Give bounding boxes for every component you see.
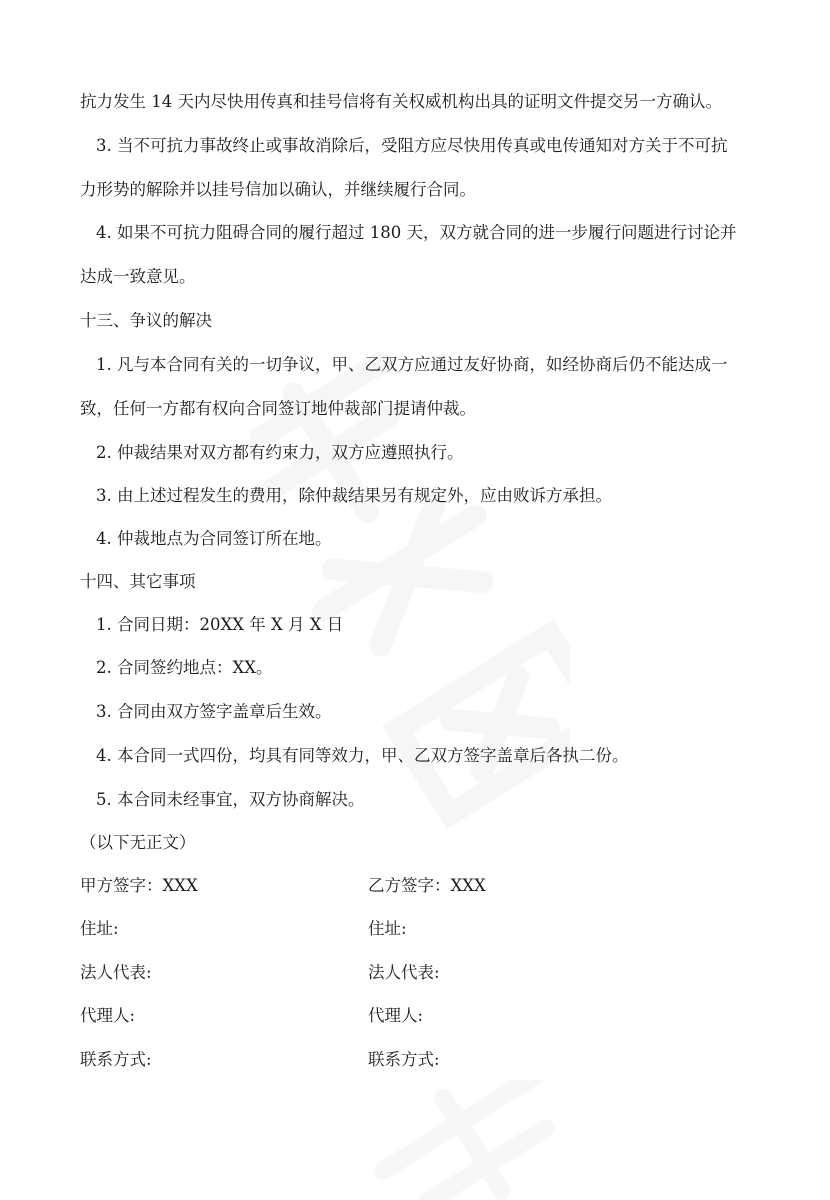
- party-a-agent-label: 代理人:: [80, 1006, 136, 1025]
- party-a-contact-label: 联系方式:: [80, 1050, 152, 1069]
- closing-note: （以下无正文）: [80, 833, 196, 852]
- party-a-signature: 甲方签字：XXX: [80, 876, 198, 895]
- dispute-item-2: 2. 仲裁结果对双方都有约束力，双方应遵照执行。: [96, 443, 464, 462]
- dispute-item-3: 3. 由上述过程发生的费用，除仲裁结果另有规定外，应由败诉方承担。: [96, 486, 612, 505]
- other-item-3: 3. 合同由双方签字盖章后生效。: [96, 702, 332, 721]
- dispute-item-1-line-1: 1. 凡与本合同有关的一切争议，甲、乙双方应通过友好协商，如经协商后仍不能达成一: [96, 355, 728, 374]
- dispute-item-1-line-2: 致，任何一方都有权向合同签订地仲裁部门提请仲裁。: [80, 399, 476, 418]
- watermark-graphic: [250, 300, 570, 860]
- force-majeure-item-3-line-2: 力形势的解除并以挂号信加以确认，并继续履行合同。: [80, 180, 476, 199]
- force-majeure-item-4-line-1: 4. 如果不可抗力阻碍合同的履行超过 180 天，双方就合同的进一步履行问题进行讨论并: [96, 223, 737, 242]
- section-13-heading: 十三、争议的解决: [80, 311, 212, 330]
- party-a-legal-rep-label: 法人代表:: [80, 963, 152, 982]
- party-b-contact-label: 联系方式:: [368, 1050, 440, 1069]
- other-item-5: 5. 本合同未经事宜，双方协商解决。: [96, 790, 365, 809]
- other-item-1: 1. 合同日期：20XX 年 X 月 X 日: [96, 615, 344, 634]
- force-majeure-item-4-line-2: 达成一致意见。: [80, 267, 196, 286]
- party-b-signature: 乙方签字：XXX: [368, 876, 486, 895]
- force-majeure-item-3-line-1: 3. 当不可抗力事故终止或事故消除后，受阻方应尽快用传真或电传通知对方关于不可抗: [96, 136, 728, 155]
- party-b-address-label: 住址:: [368, 919, 407, 938]
- party-a-address-label: 住址:: [80, 919, 119, 938]
- party-b-legal-rep-label: 法人代表:: [368, 963, 440, 982]
- paragraph-force-majeure-tail: 抗力发生 14 天内尽快用传真和挂号信将有关权威机构出具的证明文件提交另一方确认。: [80, 92, 722, 111]
- party-b-agent-label: 代理人:: [368, 1006, 424, 1025]
- other-item-4: 4. 本合同一式四份，均具有同等效力，甲、乙双方签字盖章后各执二份。: [96, 746, 629, 765]
- dispute-item-4: 4. 仲裁地点为合同签订所在地。: [96, 529, 332, 548]
- watermark-graphic-bottom: [340, 1080, 600, 1200]
- other-item-2: 2. 合同签约地点：XX。: [96, 658, 273, 677]
- section-14-heading: 十四、其它事项: [80, 572, 196, 591]
